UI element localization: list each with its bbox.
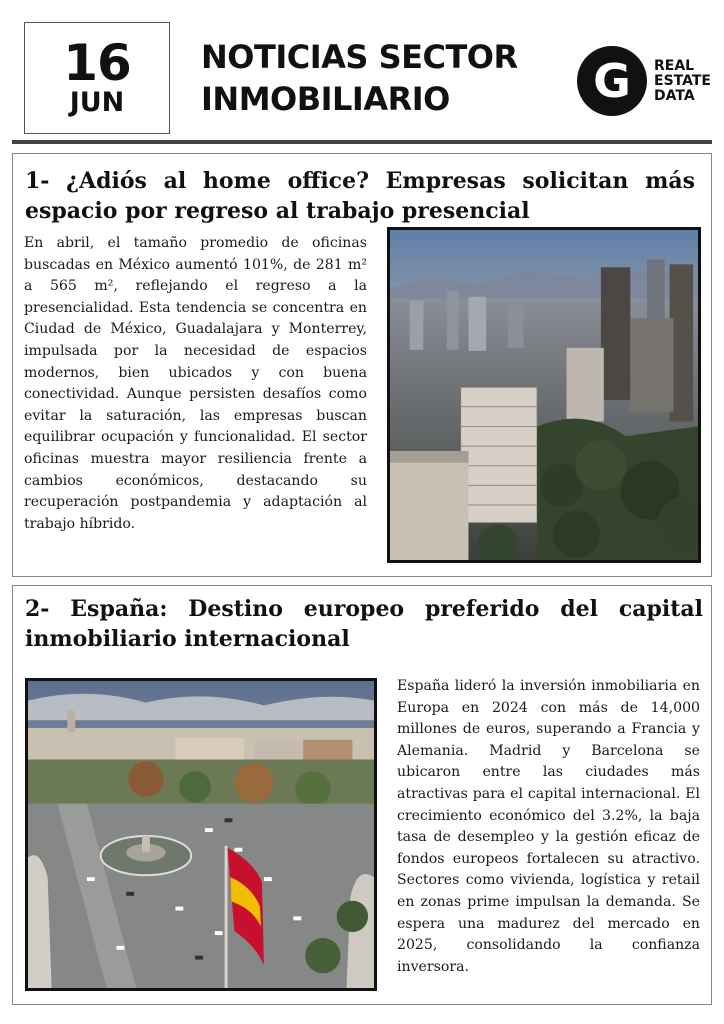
madrid-cibeles-photo (25, 678, 377, 991)
logo-line3: DATA (654, 87, 695, 104)
logo-mark (577, 46, 647, 116)
date-box (24, 22, 170, 134)
logo-text (654, 59, 711, 104)
date-month: JUN (69, 87, 125, 118)
header-divider (12, 140, 712, 144)
logo-line2: ESTATE (654, 72, 711, 89)
logo-g-icon (577, 46, 647, 116)
page-title-line2: INMOBILIARIO (201, 80, 450, 118)
logo (577, 46, 711, 116)
article-1-body: En abril, el tamaño promedio de oficinas buscadas en México aumentó 101%, de 281 m² a 565 m², reflejando el regreso a la presencialidad. Esta tendencia se concentra en Ciudad de México, Guadalajara y Monterrey, impulsada por la necesidad de espacios modernos, bien ubicados y con buena conectividad. Aunque persisten desafíos como evitar la saturación, las empresas buscan equilibrar ocupación y funcionalidad. El sector oficinas muestra mayor resiliencia frente a cambios económicos, destacando su recuperación postpandemia y adaptación al trabajo híbrido. (24, 235, 367, 532)
mexico-city-skyline-photo (387, 227, 701, 563)
page-title (201, 36, 518, 120)
article-1-headline: 1- ¿Adiós al home office? Empresas solicitan más espacio por regreso al trabajo presencial (25, 168, 695, 224)
article-2-body: España lideró la inversión inmobiliaria en Europa en 2024 con más de 14,000 millones de euros, superando a Francia y Alemania. Madrid y Barcelona se ubicaron entre las ciudades más atractivas para el capital internacional. El crecimiento económico del 3.2%, la baja tasa de desempleo y la gestión eficaz de fondos europeos fortalecen su atractivo. Sectores como vivienda, logística y retail en zonas prime impulsan la demanda. Se espera una madurez del mercado en 2025, consolidando la confianza inversora. (397, 678, 700, 975)
article-2 (12, 585, 712, 1005)
date-day: 16 (63, 34, 131, 92)
logo-letter: G (593, 54, 631, 108)
article-1 (12, 153, 712, 577)
page-title-line1: NOTICIAS SECTOR (201, 38, 518, 76)
logo-line1: REAL (654, 57, 695, 74)
article-2-headline: 2- España: Destino europeo preferido del capital inmobiliario internacional (25, 596, 703, 652)
